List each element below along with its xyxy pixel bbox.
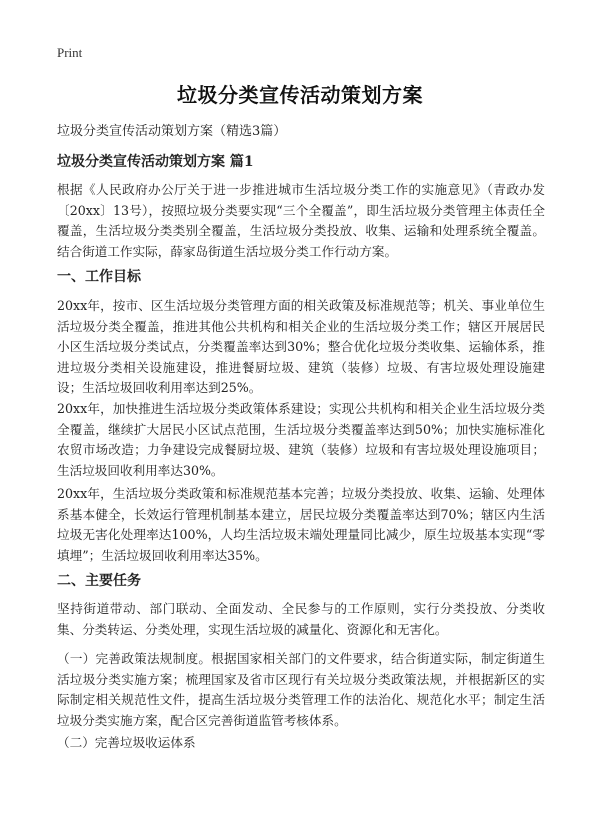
goal-paragraph-2: 20xx年，加快推进生活垃圾分类政策体系建设；实现公共机构和相关企业生活垃圾分类全覆盖，继续扩大居民小区试点范围，生活垃圾分类覆盖率达到50%；加快实施标准化农贸市场改造；力争建设完成餐厨垃圾、建筑（装修）垃圾和有害垃圾处理设施项目；生活垃圾回收利用率达30%。 (57, 401, 545, 478)
article-heading: 垃圾分类宣传活动策划方案 篇1 (57, 154, 254, 170)
page-title: 垃圾分类宣传活动策划方案 (177, 83, 423, 107)
task-paragraph-2: （二）完善垃圾收运体系 (57, 735, 196, 750)
goal-paragraph-3: 20xx年，生活垃圾分类政策和标准规范基本完善；垃圾分类投放、收集、运输、处理体系基本健全，长效运行管理机制基本建立，居民垃圾分类覆盖率达到70%；辖区内生活垃圾无害化处理率达100%，人均生活垃圾末端处理量同比减少，原生垃圾基本实现“零填埋”；生活垃圾回收利用率达35%。 (57, 486, 545, 563)
task-intro-paragraph: 坚持街道带动、部门联动、全面发动、全民参与的工作原则，实行分类投放、分类收集、分类转运、分类处理，实现生活垃圾的减量化、资源化和无害化。 (57, 601, 545, 637)
print-link[interactable]: Print (57, 45, 83, 60)
intro-paragraph: 根据《人民政府办公厅关于进一步推进城市生活垃圾分类工作的实施意见》（青政办发〔20xx〕13号），按照垃圾分类要实现“三个全覆盖”，即生活垃圾分类管理主体责任全覆盖，生活垃圾分类类别全覆盖，生活垃圾分类投放、收集、运输和处理系统全覆盖。结合街道工作实际，薛家岛街道生活垃圾分类工作行动方案。 (57, 182, 545, 259)
goal-paragraph-1: 20xx年，按市、区生活垃圾分类管理方面的相关政策及标准规范等；机关、事业单位生活垃圾分类全覆盖，推进其他公共机构和相关企业的生活垃圾分类工作；辖区开展居民小区生活垃圾分类试点，分类覆盖率达到30%；整合优化垃圾分类收集、运输体系，推进垃圾分类相关设施建设，推进餐厨垃圾、建筑（装修）垃圾、有害垃圾处理设施建设；生活垃圾回收利用率达到25%。 (57, 298, 545, 395)
task-paragraph-1: （一）完善政策法规制度。根据国家相关部门的文件要求，结合街道实际，制定街道生活垃圾分类实施方案；梳理国家及省市区现行有关垃圾分类政策法规，并根据新区的实际制定相关规范性文件，提高生活垃圾分类管理工作的法治化、规范化水平；制定生活垃圾分类实施方案，配合区完善街道监管考核体系。 (57, 651, 545, 728)
section-heading-goals: 一、工作目标 (57, 269, 141, 285)
document-subtitle: 垃圾分类宣传活动策划方案（精选3篇） (57, 124, 287, 139)
section-heading-tasks: 二、主要任务 (57, 573, 141, 589)
